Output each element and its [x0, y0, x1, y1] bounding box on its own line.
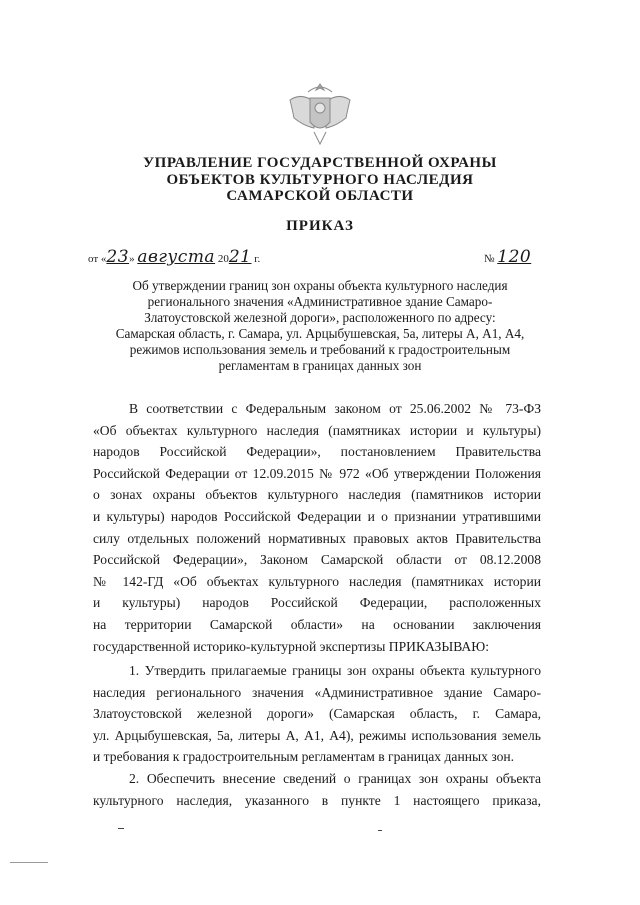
paragraph-line: и культуры) народов Российской Федерации и о признании утратившими — [93, 508, 541, 524]
paragraph-line: Златоустовской железной дороги» (Самарская область, г. Самара, — [93, 706, 541, 722]
order-number — [484, 247, 531, 267]
preamble-paragraph — [93, 398, 541, 657]
paragraph-line: «Об объектах культурного наследия (памятниках истории и культуры) — [93, 422, 541, 438]
scan-mark — [378, 830, 382, 831]
date-year-prefix: 20 — [217, 253, 229, 265]
subject-line: Самарская область, г. Самара, ул. Арцыбушевская, 5а, литеры А, А1, А4, — [115, 326, 525, 341]
order-date — [88, 247, 260, 267]
date-day: 23 — [106, 247, 130, 267]
date-suffix: г. — [254, 253, 261, 265]
paragraph-line: 2. Обеспечить внесение сведений о границах зон охраны объекта — [129, 771, 541, 786]
subject-line: режимов использования земель и требований к градостроительным — [129, 342, 511, 357]
paragraph-line: силу отдельных положений нормативных правовых актов Правительства — [93, 530, 541, 546]
item-1-paragraph — [93, 660, 541, 768]
number-value: 120 — [497, 247, 532, 267]
header-line-2: ОБЪЕКТОВ КУЛЬТУРНОГО НАСЛЕДИЯ — [166, 172, 474, 188]
scan-mark — [118, 828, 124, 829]
scan-mark — [10, 862, 48, 863]
paragraph-line: наследия регионального значения «Административное здание Самаро- — [93, 684, 541, 700]
subject-line: Златоустовской железной дороги», расположенного по адресу: — [144, 310, 496, 325]
date-mid: » — [129, 253, 135, 265]
paragraph-line: культурного наследия, указанного в пункте 1 настоящего приказа, — [93, 792, 541, 808]
date-prefix: от « — [88, 253, 107, 265]
order-subject — [100, 278, 540, 374]
paragraph-line: на территории Самарской области» на основании заключения — [93, 616, 541, 632]
date-month: августа — [137, 247, 216, 267]
subject-line: Об утверждении границ зон охраны объекта культурного наследия — [132, 278, 508, 293]
paragraph-line: и культуры) народов Российской Федерации, расположенных — [93, 595, 541, 611]
date-year: 21 — [228, 247, 252, 267]
header-line-1: УПРАВЛЕНИЕ ГОСУДАРСТВЕННОЙ ОХРАНЫ — [143, 155, 497, 171]
number-prefix: № — [484, 253, 495, 265]
paragraph-line: народов Российской Федерации», постановлением Правительства — [93, 444, 541, 460]
item-2-paragraph — [93, 768, 541, 811]
paragraph-line: Российской Федерации», Законом Самарской области от 08.12.2008 — [93, 552, 541, 568]
order-title: ПРИКАЗ — [286, 218, 354, 234]
paragraph-line: № 142-ГД «Об объектах культурного наследия (памятниках истории — [93, 573, 541, 589]
paragraph-line: ул. Арцыбушевская, 5а, литеры А, А1, А4), режимы использования земель — [93, 727, 541, 743]
header-line-3: САМАРСКОЙ ОБЛАСТИ — [226, 188, 414, 204]
paragraph-line: 1. Утвердить прилагаемые границы зон охраны объекта культурного — [129, 663, 541, 678]
paragraph-line: В соответствии с Федеральным законом от 25.06.2002 № 73-ФЗ — [129, 401, 541, 416]
coat-of-arms-icon — [284, 78, 356, 150]
paragraph-line: о зонах охраны объектов культурного наследия (памятников истории — [93, 487, 541, 503]
paragraph-line: Российской Федерации от 12.09.2015 № 972 «Об утверждении Положения — [93, 465, 541, 481]
paragraph-line: государственной историко-культурной экспертизы ПРИКАЗЫВАЮ: — [93, 638, 489, 654]
paragraph-line: и требования к градостроительным регламентам в границах данных зон. — [93, 749, 515, 765]
subject-line: регионального значения «Административное здание Самаро- — [147, 294, 493, 309]
subject-line: регламентам в границах данных зон — [218, 358, 422, 373]
